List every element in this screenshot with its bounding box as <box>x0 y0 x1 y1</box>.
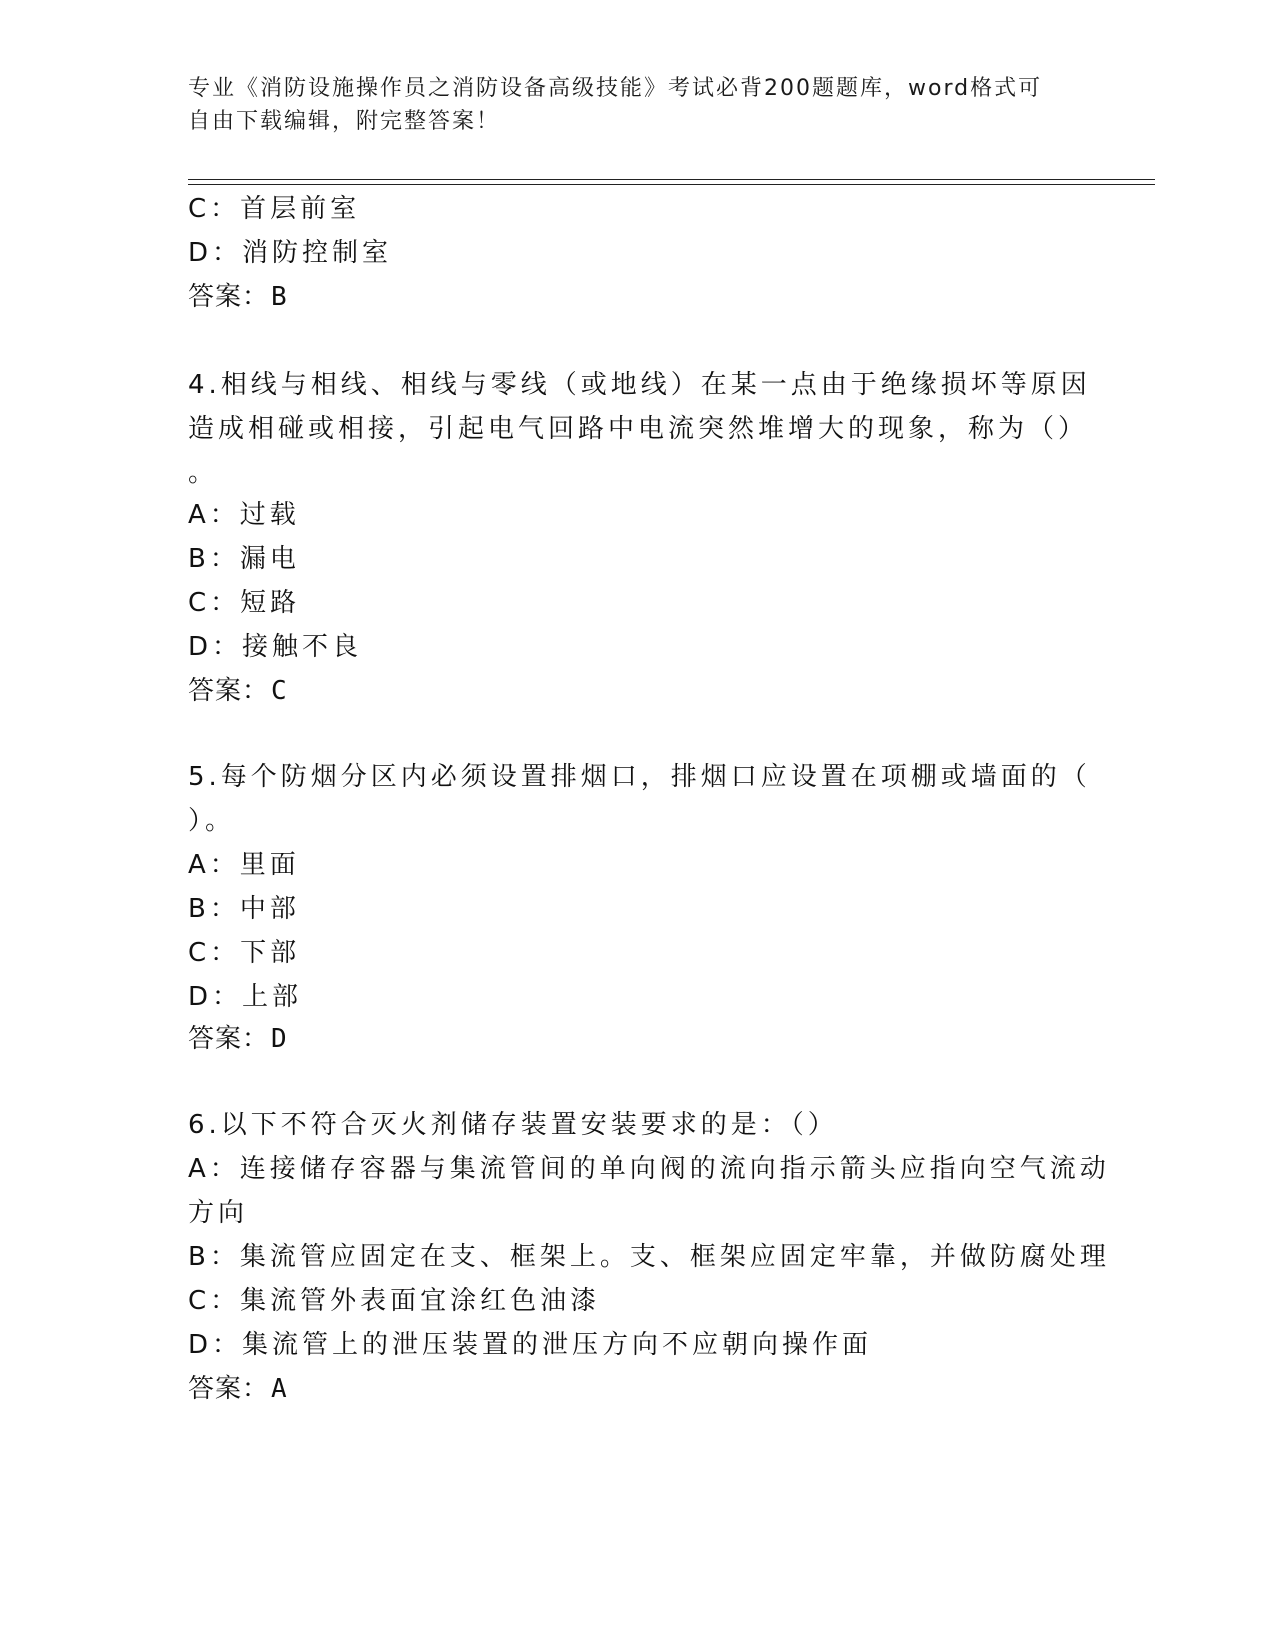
header-line-2: 自由下载编辑，附完整答案！ <box>188 109 501 134</box>
q5-answer <box>188 1022 288 1056</box>
q4-option-a: A：过载 <box>188 500 300 530</box>
q4-option-d: D：接触不良 <box>188 632 363 662</box>
q4-option-c: C：短路 <box>188 588 301 618</box>
q3-answer <box>188 280 288 314</box>
q4-stem-line-1: 4.相线与相线、相线与零线（或地线）在某一点由于绝缘损坏等原因 <box>188 370 1091 400</box>
q6-answer-value: A <box>271 1374 288 1404</box>
q5-option-b: B：中部 <box>188 894 300 924</box>
q4-stem-line-3: 。 <box>188 458 219 488</box>
q5-answer-label: 答案： <box>188 1024 270 1054</box>
q3-option-d: D：消防控制室 <box>188 238 393 268</box>
header-divider-top <box>188 179 1155 180</box>
q6-option-a-line-1: A：连接储存容器与集流管间的单向阀的流向指示箭头应指向空气流动 <box>188 1154 1110 1184</box>
q6-answer-label: 答案： <box>188 1374 270 1404</box>
header-line-1: 专业《消防设施操作员之消防设备高级技能》考试必背200题题库，word格式可 <box>188 76 1043 101</box>
q6-option-c: C：集流管外表面宜涂红色油漆 <box>188 1286 601 1316</box>
q4-answer-value: C <box>271 676 288 706</box>
q3-answer-label: 答案： <box>188 282 270 312</box>
q5-option-a: A：里面 <box>188 850 300 880</box>
q4-option-b: B：漏电 <box>188 544 300 574</box>
q5-answer-value: D <box>271 1024 288 1054</box>
q5-stem-line-2: ）。 <box>188 806 236 836</box>
q4-answer-label: 答案： <box>188 676 270 706</box>
document-header <box>188 72 1068 138</box>
q6-option-d: D：集流管上的泄压装置的泄压方向不应朝向操作面 <box>188 1330 873 1360</box>
q5-option-c: C：下部 <box>188 938 301 968</box>
q5-option-d: D：上部 <box>188 982 303 1012</box>
q6-option-b: B：集流管应固定在支、框架上。支、框架应固定牢靠，并做防腐处理 <box>188 1242 1110 1272</box>
q5-stem-line-1: 5.每个防烟分区内必须设置排烟口，排烟口应设置在项棚或墙面的（ <box>188 762 1091 792</box>
q3-option-c: C：首层前室 <box>188 194 361 224</box>
q6-answer <box>188 1372 288 1406</box>
header-divider-bottom <box>188 184 1155 185</box>
q3-answer-value: B <box>271 282 288 312</box>
q6-option-a-line-2: 方向 <box>188 1198 249 1228</box>
q4-answer <box>188 674 288 708</box>
q4-stem-line-2: 造成相碰或相接，引起电气回路中电流突然堆增大的现象，称为（） <box>188 414 1089 444</box>
q6-stem-line-1: 6.以下不符合灭火剂储存装置安装要求的是：（） <box>188 1110 838 1140</box>
